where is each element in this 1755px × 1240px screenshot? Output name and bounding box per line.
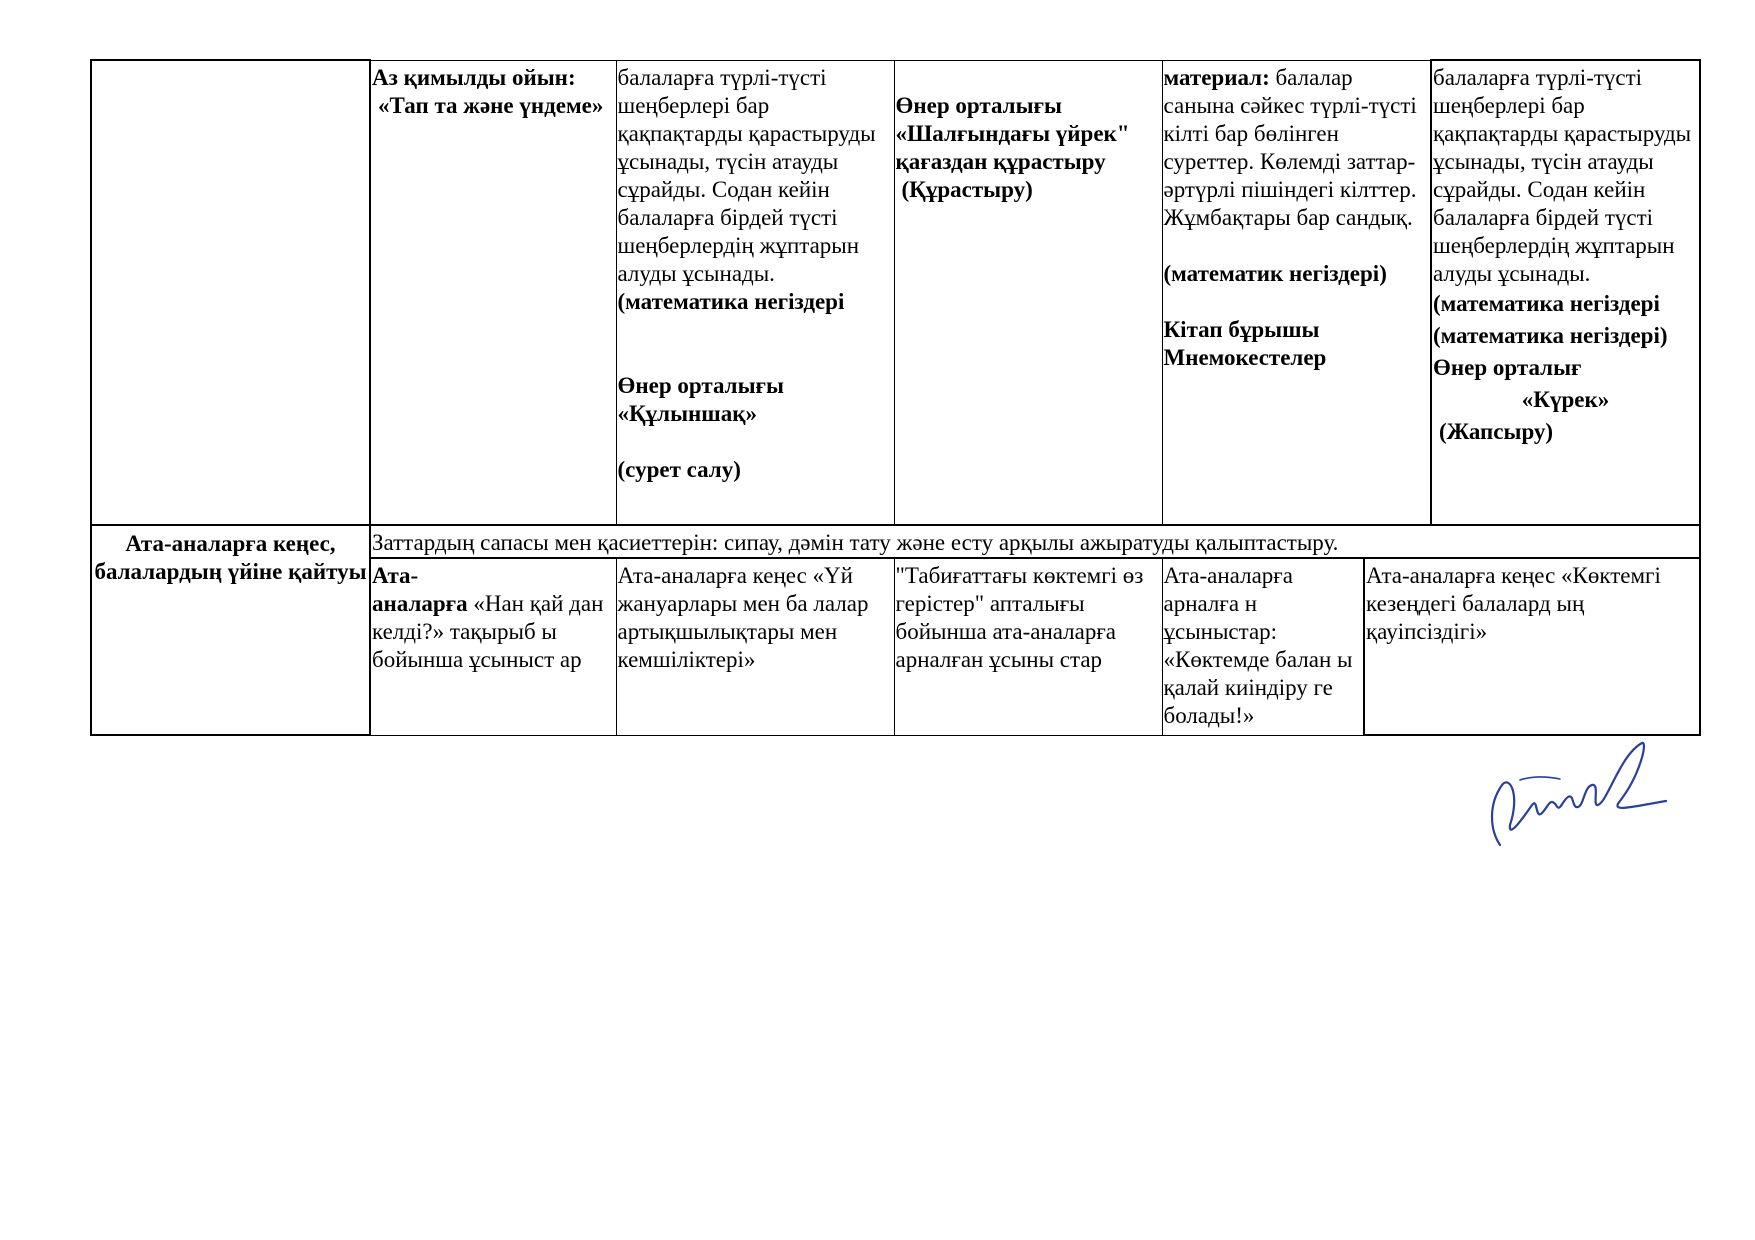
row1-label-cell xyxy=(91,60,370,525)
construction-cell xyxy=(894,60,1162,525)
math-subject-2: (математик негіздері) xyxy=(1163,260,1387,286)
math-task-text-2: балаларға түрлі-түсті шеңберлері бар қақпақтарды қарастыруды ұсынады, түсін атауды сұрайды. Содан кейін балаларға бірдей түсті шеңберлердің жұптарын алуды ұсынады. xyxy=(1433,65,1692,286)
material-label: материал: xyxy=(1163,64,1270,90)
material-text xyxy=(1164,64,1430,232)
parents-item-1-bold: Ата- аналарға xyxy=(372,563,468,616)
plan-table xyxy=(90,59,1701,736)
mnemo-tables: Мнемокестелер xyxy=(1163,344,1327,370)
activities-row xyxy=(91,60,1700,525)
parents-item-2: Ата-аналарға кеңес «Үй жануарлары мен ба лалар артықшылықтары мен кемшіліктері» xyxy=(616,558,894,735)
parents-item-5: Ата-аналарға кеңес «Көктемгі кезеңдегі балалард ың қауіпсіздігі» xyxy=(1364,558,1700,735)
applique-center-title: Өнер орталығ xyxy=(1433,355,1582,380)
math-task-text: балаларға түрлі-түсті шеңберлері бар қақпақтарды қарастыруды ұсынады, түсін атауды сұрайды. Содан кейін балаларға бірдей түсті шеңберлердің жұптарын алуды ұсынады. xyxy=(617,64,876,286)
construction-center-title: Өнер орталығы xyxy=(895,92,1062,118)
quiet-game-name: «Тап та және үндеме» xyxy=(378,92,604,118)
quiet-game-cell xyxy=(370,60,616,525)
drawing-activity: (сурет салу) xyxy=(617,456,741,482)
applique-center-name: «Күрек» xyxy=(1521,387,1610,412)
construction-center-name: «Шалғындағы үйрек" xyxy=(895,120,1130,146)
material-desc: балалар санына сәйкес түрлі-түсті кілті бар бөлінген суреттер. Көлемді заттар-әртүрлі пішіндегі кілттер. Жұмбақтары бар сандық. xyxy=(1163,64,1417,230)
math-subject: (математика негіздері xyxy=(617,288,845,314)
math-subject-3: (математика негіздері xyxy=(1433,291,1660,316)
math-subject-4: (математика негіздері) xyxy=(1433,323,1668,348)
parents-item-1-text: «Нан қай дан келді?» тақырыб ы бойынша ұсыныст ар xyxy=(372,591,604,672)
parents-label-cell: Ата-аналарға кеңес, балалардың үйіне қайтуы xyxy=(91,525,370,735)
parents-item-3: "Табиғаттағы көктемгі өз герістер" апталығы бойынша ата-аналарға арналған ұсыны стар xyxy=(894,558,1162,735)
parents-goal-cell: Заттардың сапасы мен қасиеттерін: сипау, дәмін тату және есту арқылы ажыратуды қалыптастыру. xyxy=(370,525,1700,558)
art-center-title: Өнер орталығы xyxy=(617,372,784,398)
book-corner: Кітап бұрышы xyxy=(1163,316,1320,342)
applique-activity: (Жапсыру) xyxy=(1439,419,1554,444)
parents-item-1 xyxy=(370,558,616,735)
math-art-cell xyxy=(616,60,894,525)
material-cell xyxy=(1162,60,1431,525)
construction-activity: (Құрастыру) xyxy=(901,176,1033,202)
math-applique-cell xyxy=(1431,60,1700,525)
parents-goal-row xyxy=(91,525,1700,558)
parents-item-4: Ата-аналарға арналға н ұсыныстар: «Көктемде балан ы қалай киіндіру ге болады!» xyxy=(1162,558,1364,735)
signature xyxy=(1480,735,1670,855)
art-center-name: «Құлыншақ» xyxy=(617,400,757,426)
quiet-game-title: Аз қимылды ойын: xyxy=(372,64,576,90)
construction-task: қағаздан құрастыру xyxy=(895,148,1106,174)
